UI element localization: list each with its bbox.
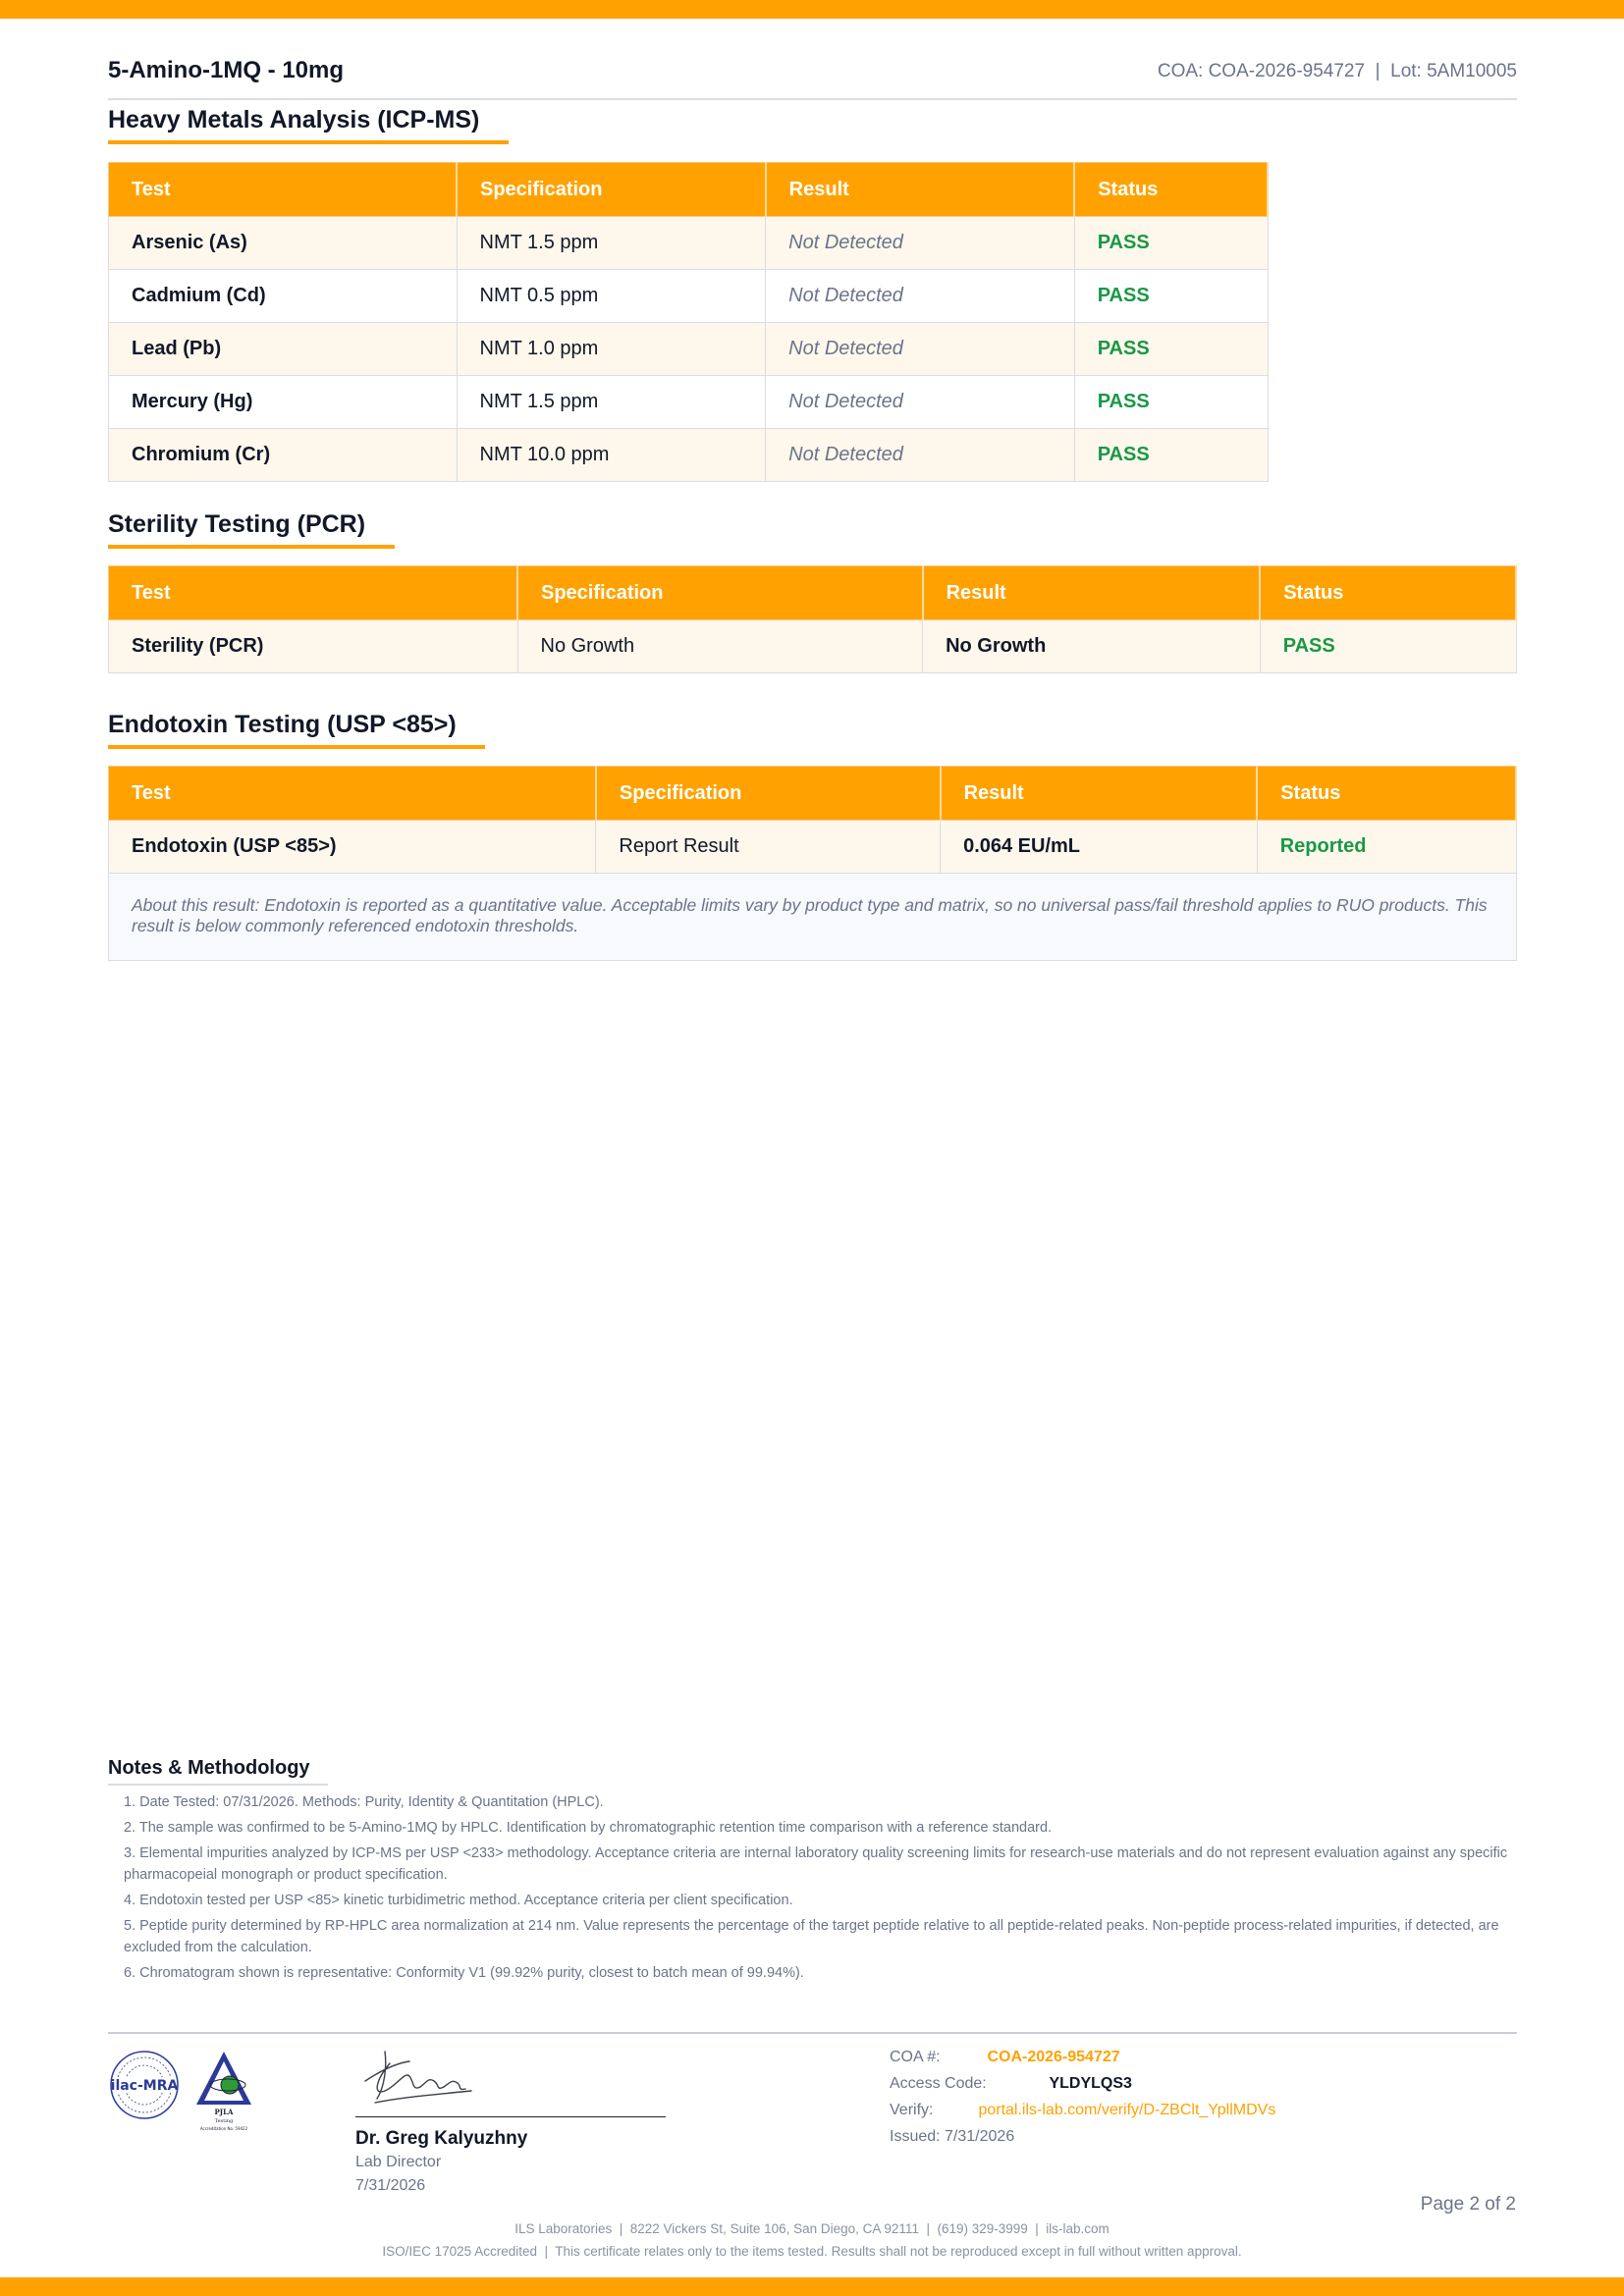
- notes-title: Notes & Methodology: [108, 1757, 328, 1786]
- bottom-accent-bar: [0, 2277, 1624, 2296]
- result-cell: 0.064 EU/mL: [941, 821, 1258, 874]
- column-header: Result: [941, 767, 1258, 821]
- footer-disclaimer: ISO/IEC 17025 Accredited | This certificate relates only to the items tested. Results shall not be reproduced except in full without written approval.: [382, 2244, 1242, 2259]
- column-header: Status: [1260, 566, 1516, 620]
- ilac-text: ilac-MRA: [110, 2078, 179, 2094]
- test-cell: Lead (Pb): [109, 323, 458, 376]
- note-item: 2. The sample was confirmed to be 5-Amino-1MQ by HPLC. Identification by chromatographic retention time comparison with a reference standard.: [124, 1820, 1053, 1836]
- column-header: Test: [109, 767, 596, 821]
- accreditation-logos: [108, 2050, 255, 2134]
- spec-cell: NMT 1.0 ppm: [457, 323, 766, 376]
- table-row: [109, 620, 1517, 673]
- ilac-mra-logo: [111, 2052, 179, 2118]
- test-cell: Mercury (Hg): [109, 376, 458, 429]
- column-header: Specification: [517, 566, 923, 620]
- spec-cell: No Growth: [517, 620, 923, 673]
- table-row: [109, 376, 1269, 429]
- status-cell: PASS: [1260, 620, 1516, 673]
- product-title: 5-Amino-1MQ - 10mg: [108, 57, 345, 83]
- coa-number-row: [890, 2049, 1275, 2075]
- note-item: 6. Chromatogram shown is representative: Conformity V1 (99.92% purity, closest to batch mean of 99.94%).: [124, 1965, 804, 1981]
- top-accent-bar: [0, 0, 1624, 19]
- column-header: Test: [109, 566, 518, 620]
- test-cell: Cadmium (Cd): [109, 270, 458, 323]
- note-item: 4. Endotoxin tested per USP <85> kinetic turbidimetric method. Acceptance criteria per client specification.: [124, 1893, 793, 1908]
- access-code-row: [890, 2075, 1275, 2102]
- test-cell: Endotoxin (USP <85>): [109, 821, 596, 874]
- footer-address: ILS Laboratories | 8222 Vickers St, Suite 106, San Diego, CA 92111 | (619) 329-3999 | ils-lab.com: [514, 2221, 1110, 2236]
- endotoxin-title: Endotoxin Testing (USP <85>): [108, 711, 485, 749]
- column-header: Status: [1074, 163, 1268, 217]
- heavy-metals-title: Heavy Metals Analysis (ICP-MS): [108, 106, 509, 144]
- endotoxin-note: About this result: Endotoxin is reported as a quantitative value. Acceptable limits vary by product type and matrix, so no universal pass/fail threshold applies to RUO products. This result is below commonly referenced endotoxin thresholds.: [108, 874, 1517, 961]
- coa-info-block: [890, 2049, 1275, 2155]
- status-cell: PASS: [1074, 323, 1268, 376]
- spec-cell: NMT 0.5 ppm: [457, 270, 766, 323]
- result-cell: Not Detected: [766, 217, 1075, 270]
- table-row: [109, 217, 1269, 270]
- spec-cell: NMT 10.0 ppm: [457, 429, 766, 482]
- column-header: Status: [1257, 767, 1516, 821]
- pjla-acc-text: Accreditation No. 59422: [199, 2126, 248, 2131]
- column-header: Result: [766, 163, 1075, 217]
- issued-date: Issued: 7/31/2026: [890, 2128, 1015, 2145]
- result-cell: Not Detected: [766, 429, 1075, 482]
- column-header: Test: [109, 163, 458, 217]
- table-header-row: [109, 163, 1269, 217]
- status-cell: PASS: [1074, 376, 1268, 429]
- test-cell: Arsenic (As): [109, 217, 458, 270]
- endotoxin-table: [108, 766, 1517, 874]
- note-item: 5. Peptide purity determined by RP-HPLC area normalization at 214 nm. Value represents the percentage of the target peptide relative to all peptide-related peaks. Non-peptide process-related impurities, if detected, are excluded from the calculation.: [124, 1918, 1499, 1955]
- sterility-table: [108, 565, 1517, 673]
- note-item: 1. Date Tested: 07/31/2026. Methods: Purity, Identity & Quantitation (HPLC).: [124, 1794, 604, 1810]
- result-cell: Not Detected: [766, 270, 1075, 323]
- verify-link[interactable]: portal.ils-lab.com/verify/D-ZBClt_YpllMDVs: [978, 2102, 1276, 2118]
- verify-label: Verify:: [890, 2102, 934, 2118]
- access-code-label: Access Code:: [890, 2075, 987, 2092]
- signer-name: Dr. Greg Kalyuzhny: [355, 2128, 528, 2149]
- column-header: Specification: [596, 767, 941, 821]
- signature-date: 7/31/2026: [355, 2177, 426, 2194]
- issued-row: [890, 2128, 1275, 2155]
- status-cell: PASS: [1074, 217, 1268, 270]
- coa-number-value: COA-2026-954727: [987, 2049, 1120, 2065]
- table-row: [109, 270, 1269, 323]
- note-item: 3. Elemental impurities analyzed by ICP-MS per USP <233> methodology. Acceptance criteria are internal laboratory quality screening limits for research-use materials and do not represent evaluation against any specific pharmacopeial monograph or product specification.: [124, 1845, 1508, 1883]
- notes-list: [124, 1791, 1508, 1988]
- result-cell: No Growth: [923, 620, 1261, 673]
- coa-number-label: COA #:: [890, 2049, 941, 2065]
- signature-image: [355, 2042, 483, 2112]
- table-row: [109, 323, 1269, 376]
- verify-row: [890, 2102, 1275, 2128]
- status-cell: PASS: [1074, 429, 1268, 482]
- status-cell: PASS: [1074, 270, 1268, 323]
- pjla-logo: [196, 2052, 251, 2131]
- test-cell: Sterility (PCR): [109, 620, 518, 673]
- spec-cell: NMT 1.5 ppm: [457, 376, 766, 429]
- access-code-value: YLDYLQS3: [1049, 2075, 1132, 2092]
- page-header: [108, 53, 1517, 100]
- table-header-row: [109, 566, 1517, 620]
- footer-divider: [108, 2032, 1517, 2034]
- pjla-sub-text: Testing: [214, 2118, 234, 2124]
- result-cell: Not Detected: [766, 376, 1075, 429]
- test-cell: Chromium (Cr): [109, 429, 458, 482]
- column-header: Specification: [457, 163, 766, 217]
- coa-lot-meta: COA: COA-2026-954727 | Lot: 5AM10005: [1157, 61, 1517, 81]
- result-cell: Not Detected: [766, 323, 1075, 376]
- column-header: Result: [923, 566, 1261, 620]
- page-number: Page 2 of 2: [1420, 2194, 1516, 2215]
- table-row: [109, 429, 1269, 482]
- table-header-row: [109, 767, 1517, 821]
- signature-line: [355, 2116, 666, 2117]
- sterility-title: Sterility Testing (PCR): [108, 510, 395, 549]
- spec-cell: NMT 1.5 ppm: [457, 217, 766, 270]
- heavy-metals-table: [108, 162, 1269, 482]
- signer-title: Lab Director: [355, 2154, 442, 2170]
- pjla-text: PJLA: [214, 2108, 234, 2116]
- table-row: [109, 821, 1517, 874]
- status-cell: Reported: [1257, 821, 1516, 874]
- spec-cell: Report Result: [596, 821, 941, 874]
